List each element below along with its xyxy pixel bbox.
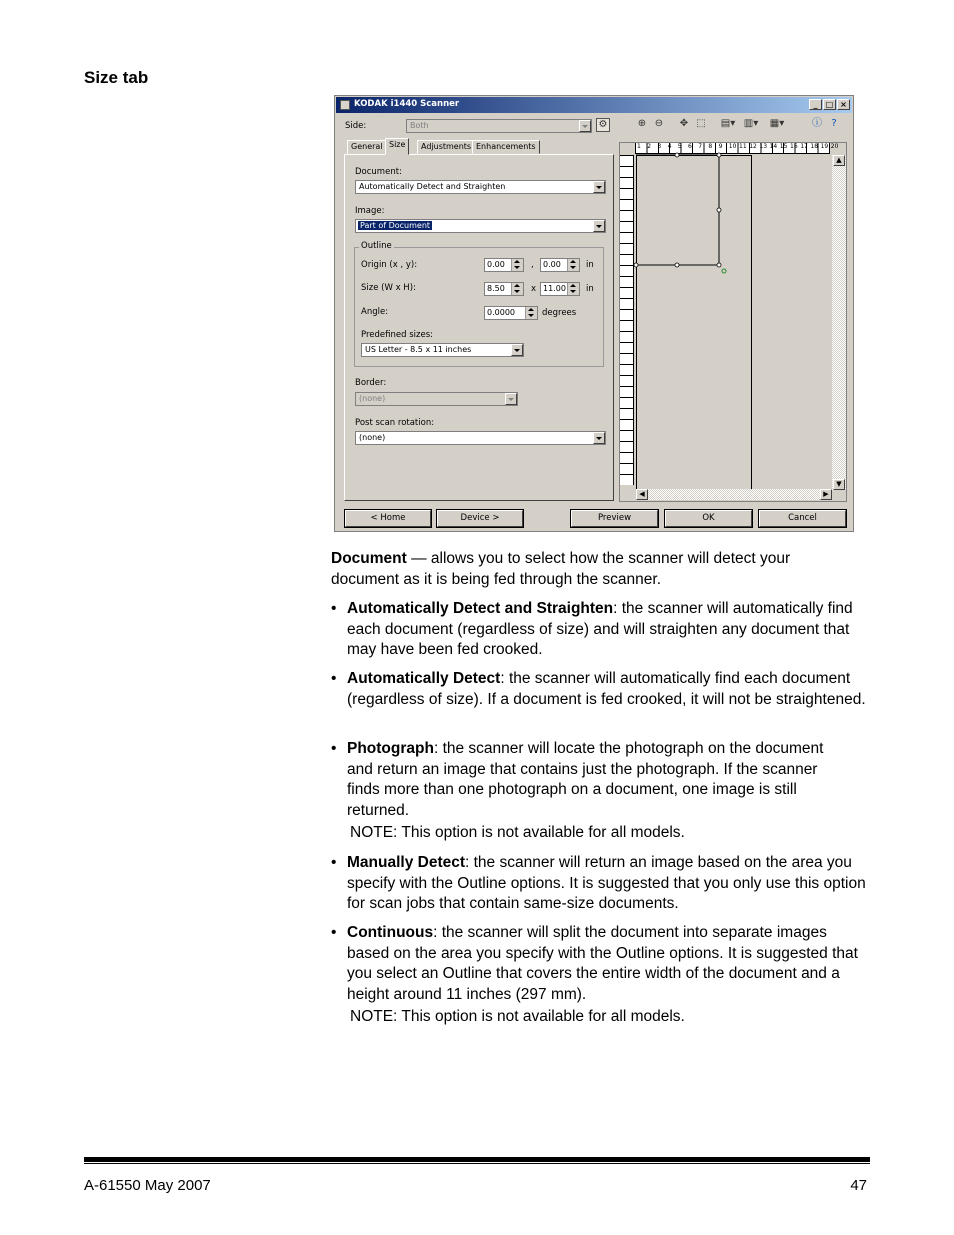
scroll-down-icon[interactable]: ▼ [833,479,845,490]
scroll-right-icon[interactable]: ▶ [820,489,832,500]
list-item: • Manually Detect: the scanner will return an image based on the area you specify with the Outline options. It is suggested that you only use this option for scan jobs that contain same-size documents. [331,854,866,912]
border-label: Border: [355,378,387,388]
ruler-number: 8 [708,143,713,150]
angle-unit: degrees [542,308,577,318]
help-icon[interactable]: ? [831,118,837,129]
preview-button[interactable]: Preview [571,510,658,527]
zoom-in-icon[interactable]: ⊕ [637,118,647,129]
settings-icon[interactable]: ⚙ [596,118,610,132]
chevron-down-icon [579,120,591,132]
origin-label: Origin (x , y): [361,260,418,270]
note-text: NOTE: This option is not available for all models. [350,824,685,841]
zoom-out-icon[interactable]: ⊖ [654,118,664,129]
delete-outline-icon[interactable]: ▥▾ [743,118,759,129]
chevron-down-icon [593,432,605,444]
footer-doc-id: A-61550 May 2007 [84,1177,211,1194]
size-label: Size (W x H): [361,283,416,293]
size-height-input[interactable]: 11.00 [540,282,580,296]
chevron-down-icon [593,181,605,193]
horizontal-scrollbar[interactable] [636,489,832,500]
origin-x-input[interactable]: 0.00 [484,258,524,272]
device-button[interactable]: Device > [437,510,523,527]
angle-input[interactable]: 0.0000 [484,306,538,320]
ruler-number: 1 [637,143,641,150]
list-item: • Photograph: the scanner will locate the photograph on the document and return an image that contains just the photograph. If the scanner finds more than one photograph on a document, one image is still returned. [331,740,824,819]
layout-icon[interactable]: ▦▾ [769,118,785,129]
ruler-number: 16 [790,143,798,150]
outline-title: Outline [361,241,392,251]
intro-term: Document [331,550,407,567]
scroll-up-icon[interactable]: ▲ [833,155,845,166]
side-select[interactable]: Both [406,119,592,133]
ruler-number: 3 [657,143,662,150]
cancel-button[interactable]: Cancel [759,510,846,527]
ruler-number: 2 [647,143,652,150]
tab-size[interactable]: Size [385,138,409,155]
dialog-titlebar [336,97,852,113]
ruler-number: 17 [800,143,808,150]
dialog-title: KODAK i1440 Scanner [354,99,460,109]
size-unit: in [586,284,594,294]
tab-enhancements[interactable]: Enhancements [472,140,540,154]
chevron-down-icon [511,344,523,356]
rotation-label: Post scan rotation: [355,418,435,428]
ruler-number: 11 [739,143,747,150]
document-select[interactable]: Automatically Detect and Straighten [355,180,606,194]
side-label: Side: [345,121,367,131]
ruler-number: 15 [779,143,788,150]
ruler-number: 14 [769,143,778,150]
ok-button[interactable]: OK [665,510,752,527]
footer-rule [84,1157,870,1162]
ruler-number: 10 [728,143,737,150]
origin-y-input[interactable]: 0.00 [540,258,580,272]
ruler-number: 6 [688,143,692,150]
origin-separator: , [531,260,534,270]
ruler-number: 7 [698,143,703,150]
image-label: Image: [355,206,385,216]
origin-unit: in [586,260,594,270]
list-item: • Automatically Detect: the scanner will automatically find each document (regardless of size). If a document is fed crooked, it will not be straightened. [331,670,866,708]
rotation-select[interactable]: (none) [355,431,606,445]
intro-text: — allows you to select how the scanner will detect your document as it is being fed through the scanner. [331,550,791,588]
ruler-number: 12 [749,143,757,150]
border-select[interactable]: (none) [355,392,518,406]
section-heading: Size tab [84,68,149,87]
select-area-icon[interactable]: ✥ [679,118,689,129]
scanner-app-icon [340,100,350,110]
tab-general[interactable]: General [347,140,387,154]
minimize-button[interactable]: _ [809,99,822,110]
ruler-number: 4 [667,143,672,150]
size-width-input[interactable]: 8.50 [484,282,524,296]
ruler-number: 13 [759,143,768,150]
size-separator: x [531,284,537,294]
ruler-number: 19 [820,143,829,150]
outline-frame[interactable] [620,143,848,503]
add-outline-icon[interactable]: ▤▾ [720,118,736,129]
preview-pane [619,142,847,502]
image-select[interactable]: Part of Document [355,219,606,233]
close-button[interactable]: × [837,99,850,110]
list-item: • Automatically Detect and Straighten: the scanner will automatically find each document (regardless of size) and will straighten any document that may have been fed crooked. [331,600,853,658]
tab-adjustments[interactable]: Adjustments [417,140,475,154]
vertical-scrollbar[interactable] [832,155,846,490]
scanner-dialog [334,95,854,532]
info-icon[interactable]: ⓘ [812,118,822,129]
scroll-left-icon[interactable]: ◀ [636,489,648,500]
document-intro [331,549,851,590]
ruler-number: 20 [830,143,839,150]
page-number: 47 [850,1177,867,1194]
predefined-sizes-select[interactable]: US Letter - 8.5 x 11 inches [361,343,524,357]
chevron-down-icon [505,393,517,405]
ruler-number: 5 [677,143,682,150]
maximize-button[interactable]: □ [823,99,836,110]
note-text: NOTE: This option is not available for all models. [350,1008,685,1025]
chevron-down-icon [593,220,605,232]
home-button[interactable]: < Home [345,510,431,527]
document-label: Document: [355,167,402,177]
predefined-sizes-label: Predefined sizes: [361,330,433,340]
footer-rule-thin [84,1163,870,1164]
list-item: • Continuous: the scanner will split the document into separate images based on the area you specify with the Outline options. It is suggested that you select an Outline that covers the entire width of the document and a height around 11 inches (297 mm). [331,924,858,1003]
fit-page-icon[interactable]: ⬚ [696,118,706,129]
angle-label: Angle: [361,307,389,317]
ruler-number: 18 [810,143,819,150]
ruler-number: 9 [718,143,723,150]
